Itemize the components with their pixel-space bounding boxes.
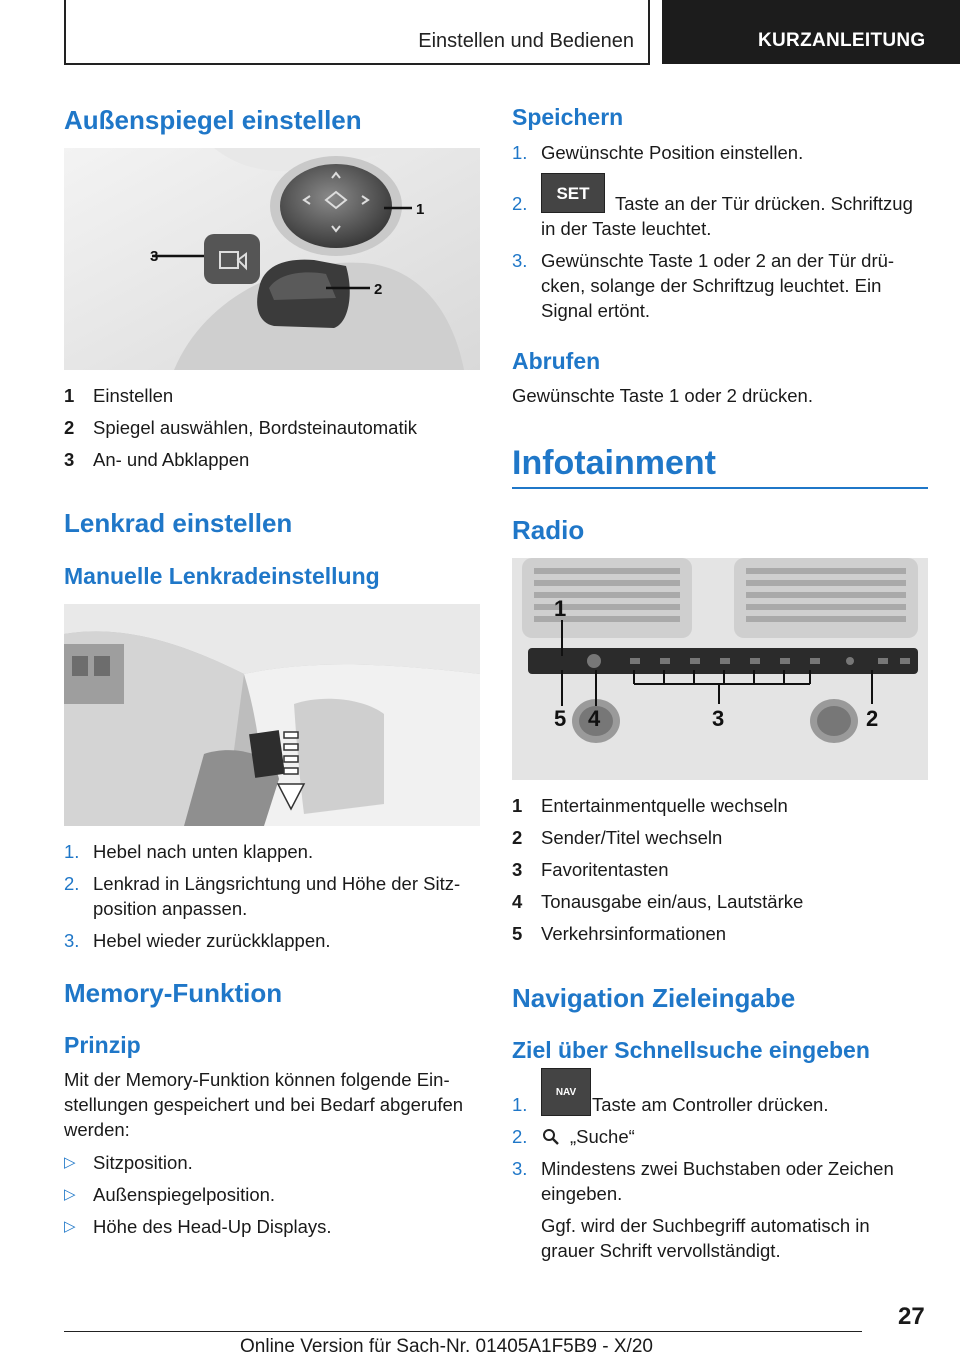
nav-subheading: Ziel über Schnellsuche eingeben (512, 1037, 870, 1063)
recall-heading: Abrufen (512, 348, 601, 374)
save-heading: Speichern (512, 104, 624, 130)
page-number: 27 (898, 1303, 925, 1330)
header-rule-bottom (64, 63, 650, 65)
radio-label-5: 5 (554, 706, 567, 731)
steering-heading: Lenkrad einstellen (64, 508, 293, 538)
header-separator (648, 0, 650, 64)
recall-text: Gewünschte Taste 1 oder 2 drücken. (512, 385, 813, 406)
infotainment-rule (512, 487, 928, 489)
header-chapter-tab (662, 0, 960, 64)
steering-figure (64, 604, 480, 826)
radio-label-2: 2 (866, 706, 879, 731)
radio-label-4: 4 (588, 706, 601, 731)
footer-text: Online Version für Sach-Nr. 01405A1F5B9 - X/20 (240, 1336, 653, 1357)
radio-heading: Radio (512, 515, 585, 545)
mirror-label-2: 2 (374, 281, 383, 298)
steering-subheading: Manuelle Lenkradeinstellung (64, 563, 380, 589)
infotainment-heading: Infotainment (512, 444, 716, 482)
set-button-icon: SET (541, 173, 605, 213)
mirror-label-3: 3 (150, 248, 159, 265)
mirror-heading: Außenspiegel einstellen (64, 105, 362, 135)
header-rule-left (64, 0, 66, 64)
header-section-title: Einstellen und Bedienen (418, 30, 634, 52)
footer-rule (64, 1331, 862, 1332)
nav-button-icon: NAV (541, 1068, 591, 1116)
nav-heading: Navigation Zieleingabe (512, 983, 796, 1013)
memory-heading: Memory-Funktion (64, 978, 283, 1008)
principle-text: Mit der Memory-Funktion können folgende Ein- stellungen gespeichert und bei Bedarf abgerufen werden: (64, 1069, 464, 1140)
mirror-label-1: 1 (416, 201, 425, 218)
radio-label-3: 3 (712, 706, 725, 731)
radio-label-1: 1 (554, 596, 567, 621)
mirror-figure (64, 148, 480, 370)
radio-figure (512, 558, 928, 780)
search-icon (542, 1127, 560, 1152)
chapter-label: KURZANLEITUNG (758, 30, 926, 51)
principle-heading: Prinzip (64, 1032, 141, 1058)
